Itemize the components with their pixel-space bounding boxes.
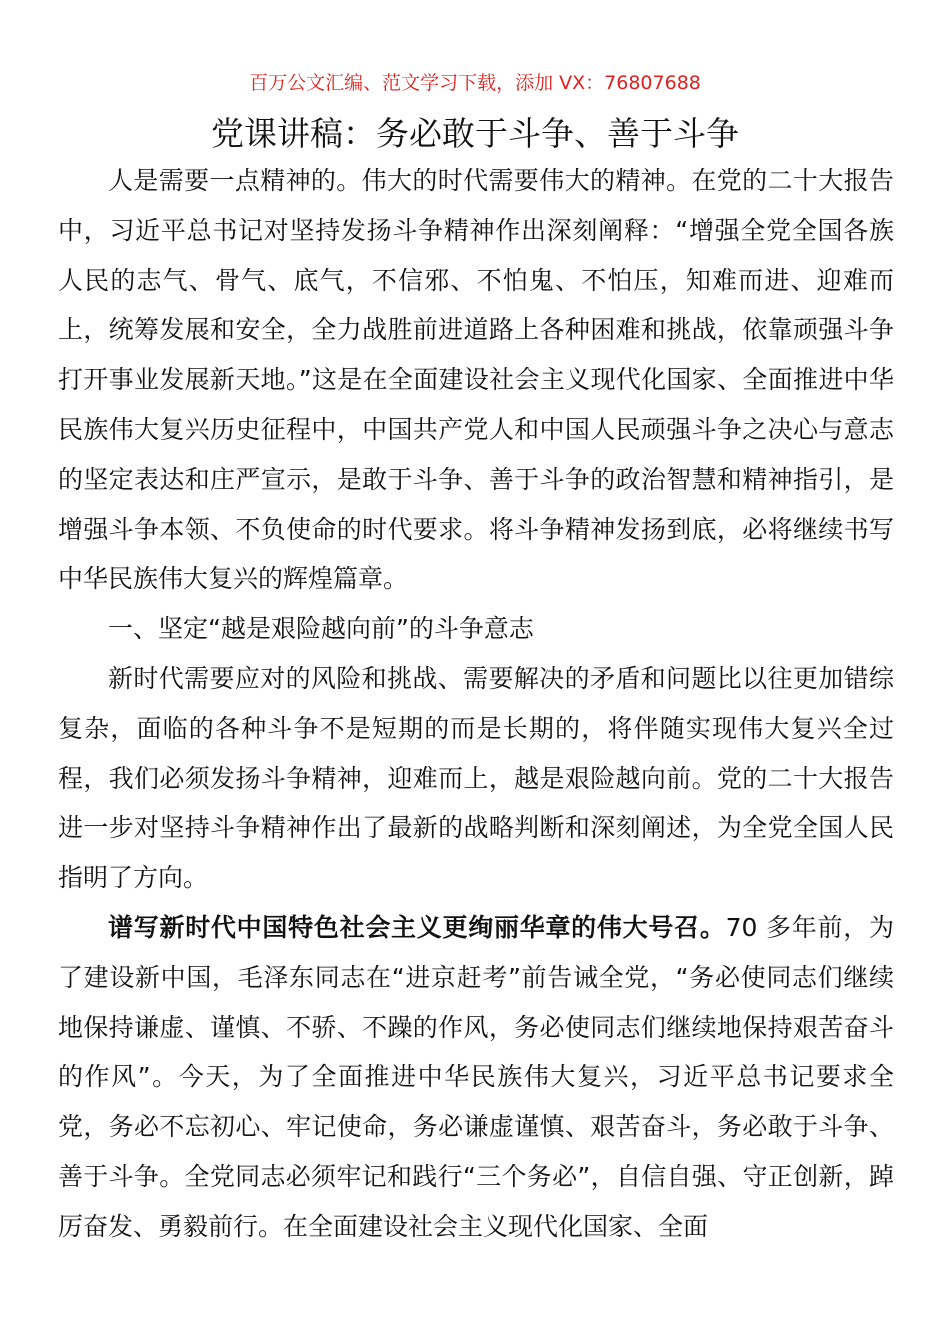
document-body <box>58 156 894 1252</box>
paragraph: 人是需要一点精神的。伟大的时代需要伟大的精神。在党的二十大报告中，习近平总书记对坚持发扬斗争精神作出深刻阐释：“增强全党全国各族人民的志气、骨气、底气，不信邪、不怕鬼、不怕压，知难而进、迎难而上，统筹发展和安全，全力战胜前进道路上各种困难和挑战，依靠顽强斗争打开事业发展新天地。”这是在全面建设社会主义现代化国家、全面推进中华民族伟大复兴历史征程中，中国共产党人和中国人民顽强斗争之决心与意志的坚定表达和庄严宣示，是敢于斗争、善于斗争的政治智慧和精神指引，是增强斗争本领、不负使命的时代要求。将斗争精神发扬到底，必将继续书写中华民族伟大复兴的辉煌篇章。 <box>58 166 894 594</box>
section-heading: 一、坚定“越是艰险越向前”的斗争意志 <box>108 614 534 644</box>
document-title: 党课讲稿：务必敢于斗争、善于斗争 <box>211 114 739 153</box>
watermark-banner: 百万公文汇编、范文学习下载，添加 VX：76807688 <box>249 72 701 94</box>
paragraph <box>58 903 894 1252</box>
bold-lead: 谱写新时代中国特色社会主义更绚丽华章的伟大号召。 <box>108 912 726 942</box>
paragraph: 新时代需要应对的风险和挑战、需要解决的矛盾和问题比以往更加错综复杂，面临的各种斗争不是短期的而是长期的，将伴随实现伟大复兴全过程，我们必须发扬斗争精神，迎难而上，越是艰险越向前。党的二十大报告进一步对坚持斗争精神作出了最新的战略判断和深刻阐述，为全党全国人民指明了方向。 <box>58 663 894 893</box>
paragraph-text: 70 多年前，为了建设新中国，毛泽东同志在“进京赶考”前告诫全党，“务必使同志们继续地保持谦虚、谨慎、不骄、不躁的作风，务必使同志们继续地保持艰苦奋斗的作风”。今天，为了全面推进中华民族伟大复兴，习近平总书记要求全党，务必不忘初心、牢记使命，务必谦虚谨慎、艰苦奋斗，务必敢于斗争、善于斗争。全党同志必须牢记和践行“三个务必”，自信自强、守正创新，踔厉奋发、勇毅前行。在全面建设社会主义现代化国家、全面 <box>58 912 894 1241</box>
